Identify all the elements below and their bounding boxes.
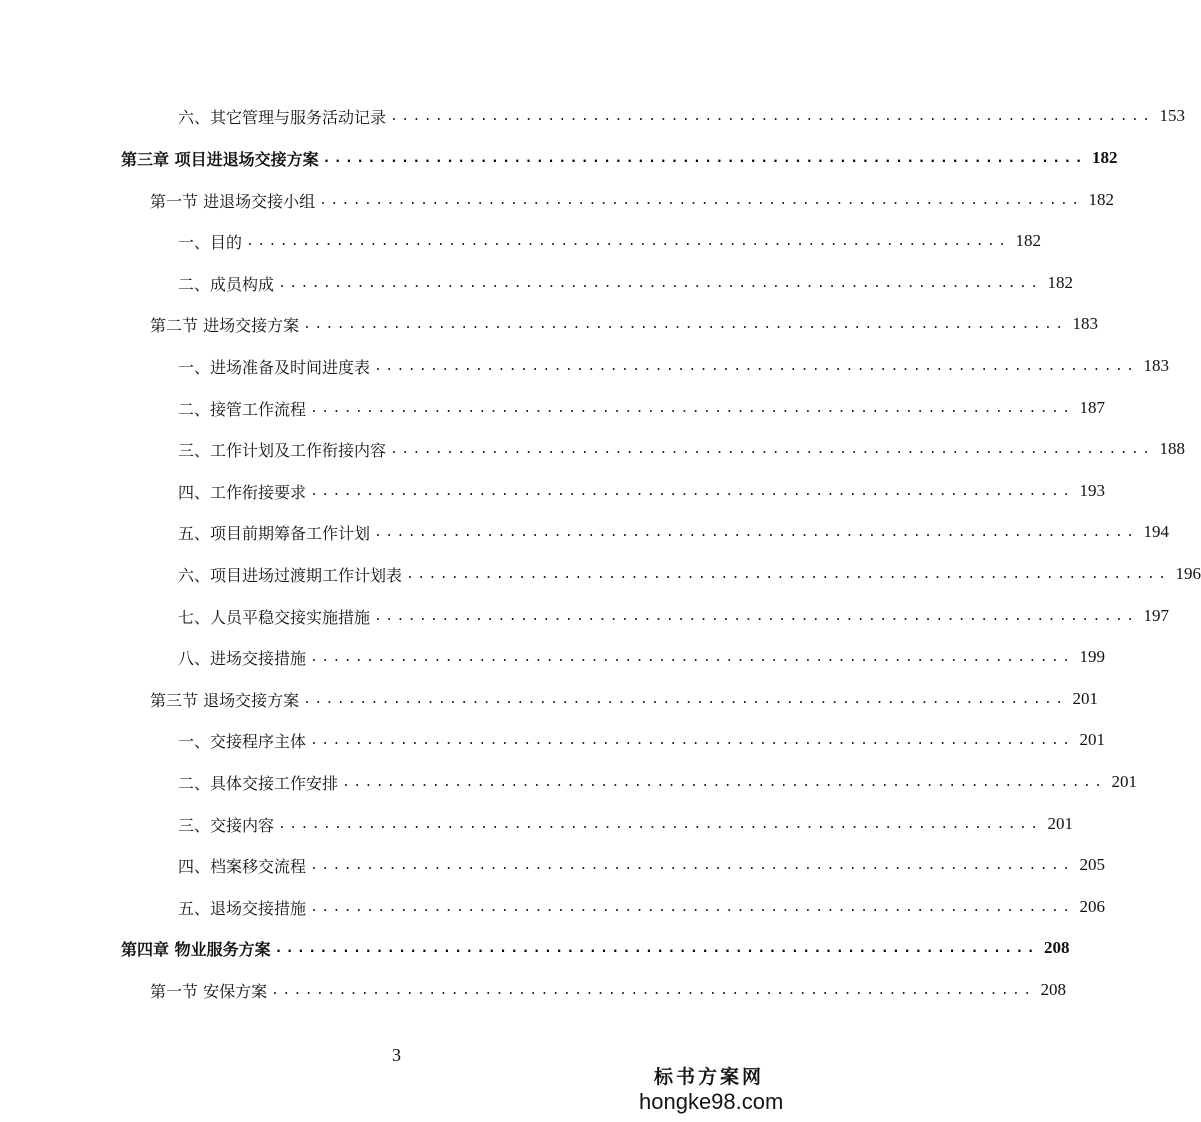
toc-entry[interactable] [178, 561, 1201, 587]
toc-entry-section[interactable] [150, 311, 1099, 337]
toc-entry-label: 第四章 物业服务方案 [121, 939, 271, 959]
toc-entry-page: 194 [1143, 522, 1169, 541]
toc-entry-page: 199 [1079, 647, 1105, 666]
toc-entry[interactable] [178, 103, 1185, 129]
dot-leader: .................................................................... [319, 192, 1083, 208]
toc-entry[interactable] [178, 811, 1073, 837]
watermark-logo [639, 1064, 784, 1114]
toc-entry-section[interactable] [150, 977, 1067, 1003]
toc-entry-page: 206 [1079, 897, 1105, 916]
toc-entry-page: 208 [1040, 980, 1067, 999]
toc-entry-chapter[interactable] [121, 145, 1118, 171]
dot-leader: .................................................................... [322, 150, 1086, 166]
toc-entry-label: 第一节 进退场交接小组 [150, 191, 316, 211]
toc-entry[interactable] [178, 769, 1137, 795]
toc-entry-page: 182 [1088, 190, 1115, 209]
toc-entry[interactable] [178, 436, 1185, 462]
dot-leader: .................................................................... [406, 566, 1170, 582]
dot-leader: .................................................................... [342, 774, 1106, 790]
toc-entry-page: 197 [1143, 606, 1169, 625]
toc-entry[interactable] [178, 894, 1105, 920]
dot-leader: .................................................................... [374, 358, 1138, 374]
toc-entry-page: 201 [1072, 689, 1099, 708]
dot-leader: .................................................................... [303, 316, 1067, 332]
toc-entry[interactable] [178, 395, 1105, 421]
toc-entry-chapter[interactable] [121, 935, 1070, 961]
dot-leader: .................................................................... [310, 732, 1074, 748]
toc-entry-page: 208 [1044, 938, 1070, 957]
page-number: 3 [392, 1045, 401, 1065]
watermark-chinese-text: 标书方案网 [653, 1066, 764, 1088]
toc-entry-page: 188 [1159, 439, 1185, 458]
toc-entry-page: 196 [1175, 564, 1201, 583]
toc-entry-page: 205 [1079, 855, 1105, 874]
toc-entry-page: 183 [1072, 314, 1099, 333]
toc-entry-label: 四、工作衔接要求 [178, 482, 307, 502]
toc-entry-page: 182 [1015, 231, 1041, 250]
toc-entry[interactable] [178, 727, 1105, 753]
toc-entry[interactable] [178, 852, 1105, 878]
toc-entry-label: 第三章 项目进退场交接方案 [121, 149, 319, 169]
dot-leader: .................................................................... [390, 441, 1154, 457]
toc-entry[interactable] [178, 478, 1105, 504]
toc-entry-page: 182 [1092, 148, 1118, 167]
toc-entry-label: 六、项目进场过渡期工作计划表 [178, 565, 403, 585]
toc-entry-label: 八、进场交接措施 [178, 648, 307, 668]
dot-leader: .................................................................... [278, 816, 1042, 832]
toc-entry-page: 153 [1159, 106, 1185, 125]
dot-leader: .................................................................... [310, 649, 1074, 665]
dot-leader: .................................................................... [374, 608, 1138, 624]
dot-leader: .................................................................... [278, 275, 1042, 291]
toc-entry-label: 五、项目前期筹备工作计划 [178, 523, 371, 543]
toc-entry-label: 六、其它管理与服务活动记录 [178, 107, 387, 127]
toc-entry-page: 183 [1143, 356, 1169, 375]
toc-entry[interactable] [178, 603, 1169, 629]
toc-entry-page: 187 [1079, 398, 1105, 417]
toc-entry-label: 三、工作计划及工作衔接内容 [178, 440, 387, 460]
toc-entry-section[interactable] [150, 187, 1115, 213]
toc-entry-page: 201 [1079, 730, 1105, 749]
toc-entry-label: 第三节 退场交接方案 [150, 690, 300, 710]
toc-entry-label: 第二节 进场交接方案 [150, 315, 300, 335]
dot-leader: .................................................................... [303, 691, 1067, 707]
toc-entry-label: 三、交接内容 [178, 815, 275, 835]
toc-entry-page: 182 [1047, 273, 1073, 292]
toc-entry-label: 二、接管工作流程 [178, 399, 307, 419]
toc-entry-page: 201 [1111, 772, 1137, 791]
toc-entry-label: 七、人员平稳交接实施措施 [178, 607, 371, 627]
dot-leader: .................................................................... [310, 899, 1074, 915]
dot-leader: .................................................................... [390, 108, 1154, 124]
watermark-domain-text: hongke98.com [639, 1089, 784, 1114]
dot-leader: .................................................................... [271, 982, 1035, 998]
toc-entry[interactable] [178, 353, 1169, 379]
toc-entry-label: 五、退场交接措施 [178, 898, 307, 918]
toc-entry-label: 一、目的 [178, 232, 243, 252]
dot-leader: .................................................................... [374, 524, 1138, 540]
toc-entry-section[interactable] [150, 686, 1099, 712]
toc-entry-page: 201 [1047, 814, 1073, 833]
toc-entry-label: 二、具体交接工作安排 [178, 773, 339, 793]
toc-entry-page: 193 [1079, 481, 1105, 500]
dot-leader: .................................................................... [310, 483, 1074, 499]
dot-leader: .................................................................... [246, 233, 1010, 249]
toc-entry-label: 一、交接程序主体 [178, 731, 307, 751]
toc-entry[interactable] [178, 270, 1073, 296]
toc-entry-label: 一、进场准备及时间进度表 [178, 357, 371, 377]
toc-entry[interactable] [178, 644, 1105, 670]
toc-entry[interactable] [178, 519, 1169, 545]
dot-leader: .................................................................... [310, 400, 1074, 416]
toc-entry-label: 第一节 安保方案 [150, 981, 268, 1001]
dot-leader: .................................................................... [274, 940, 1038, 956]
dot-leader: .................................................................... [310, 857, 1074, 873]
toc-entry[interactable] [178, 228, 1041, 254]
toc-entry-label: 二、成员构成 [178, 274, 275, 294]
toc-entry-label: 四、档案移交流程 [178, 856, 307, 876]
